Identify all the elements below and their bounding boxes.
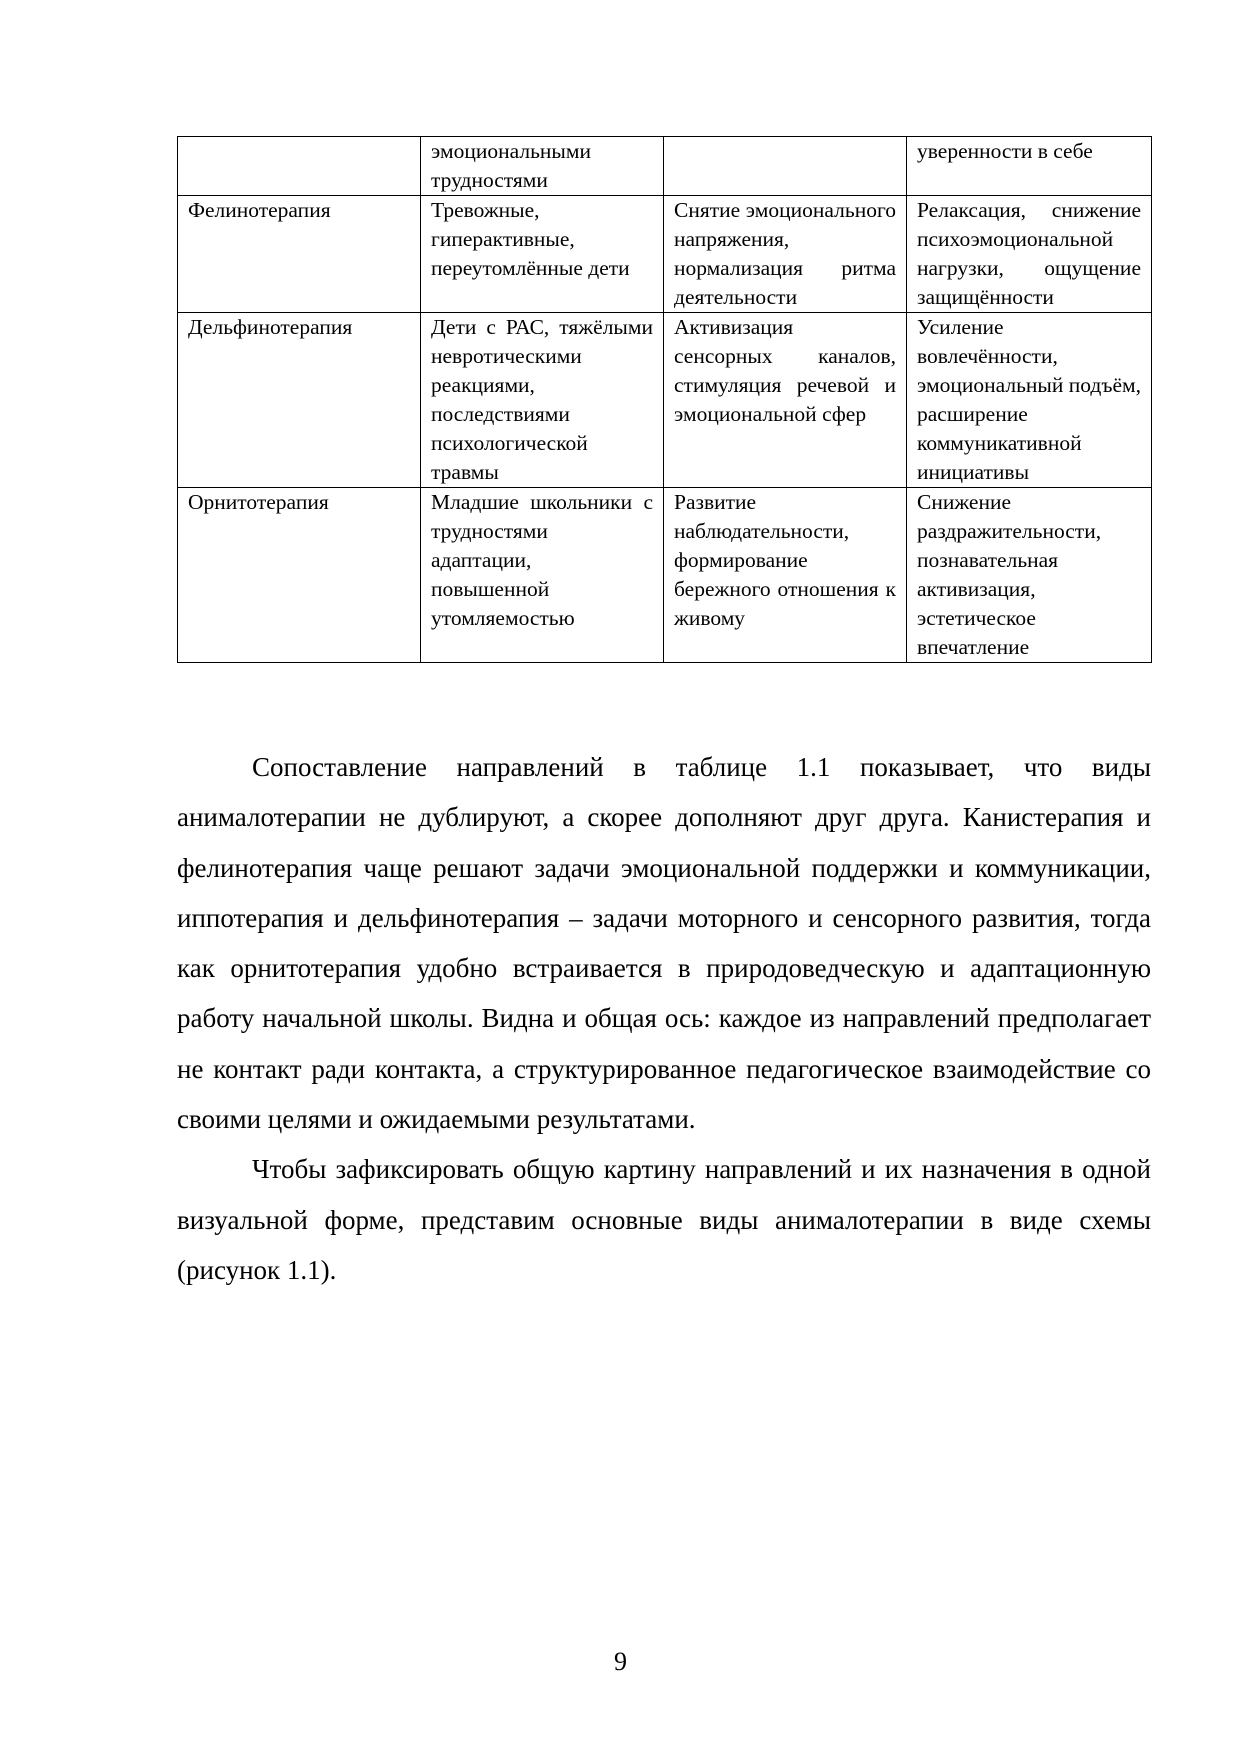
table-cell-target: Младшие школьники с трудностями адаптации, повышенной утомляемостью	[421, 488, 664, 663]
therapy-comparison-table	[177, 136, 1152, 663]
table-cell-name: Дельфинотерапия	[178, 313, 421, 488]
table-cell-target: эмоциональными трудностями	[421, 137, 664, 196]
table-row	[178, 488, 1152, 663]
table-cell-effect: уверенности в себе	[907, 137, 1152, 196]
paragraph: Чтобы зафиксировать общую картину направлений и их назначения в одной визуальной форме, представим основные виды анималотерапии в виде схемы (рисунок 1.1).	[177, 1154, 1151, 1285]
table-cell-effect: Релаксация, снижение психоэмоционально​й нагрузки, ощущение защищённости	[907, 196, 1152, 313]
table-cell-name	[178, 137, 421, 196]
table-cell-target: Тревожные, гиперактивные, переутомлённые дети	[421, 196, 664, 313]
paragraph: Сопоставление направлений в таблице 1.1 показывает, что виды анималотерапии не дублируют, а скорее дополняют друг друга. Канистерапия и фелинотерапия чаще решают задачи эмоциональной поддержки и коммуникации, иппотерапия и дельфинотерапия – задачи моторного и сенсорного развития, тогда как орнитотерапия удобно встраивается в природоведческую и адаптационную работу начальной школы. Видна и общая ось: каждое из направлений предполагает не контакт ради контакта, а структурированное педагогическое взаимодействие со своими целями и ожидаемыми результатами.	[177, 752, 1151, 1135]
table-cell-effect: Усиление вовлечённости, эмоциональный подъём, расширение коммуникативной инициативы	[907, 313, 1152, 488]
table-row	[178, 196, 1152, 313]
table-cell-effect: Снижение раздражительности, познавательная активизация, эстетическое впечатление	[907, 488, 1152, 663]
table-cell-target: Дети с РАС, тяжёлыми невротическими реакциями, последствиями психологической травмы	[421, 313, 664, 488]
table-cell-task	[664, 137, 907, 196]
table-row	[178, 137, 1152, 196]
page-number: 9	[614, 1647, 627, 1676]
table-cell-task: Активизация сенсорных каналов, стимуляция речевой и эмоциональной сфер	[664, 313, 907, 488]
table-cell-name: Орнитотерапия	[178, 488, 421, 663]
body-text	[177, 742, 1151, 1295]
table-cell-task: Развитие наблюдательности, формирование бережного отношения к живому	[664, 488, 907, 663]
table-cell-task: Снятие эмоционального напряжения, нормализация ритма деятельности	[664, 196, 907, 313]
table-cell-name: Фелинотерапия	[178, 196, 421, 313]
table-row	[178, 313, 1152, 488]
